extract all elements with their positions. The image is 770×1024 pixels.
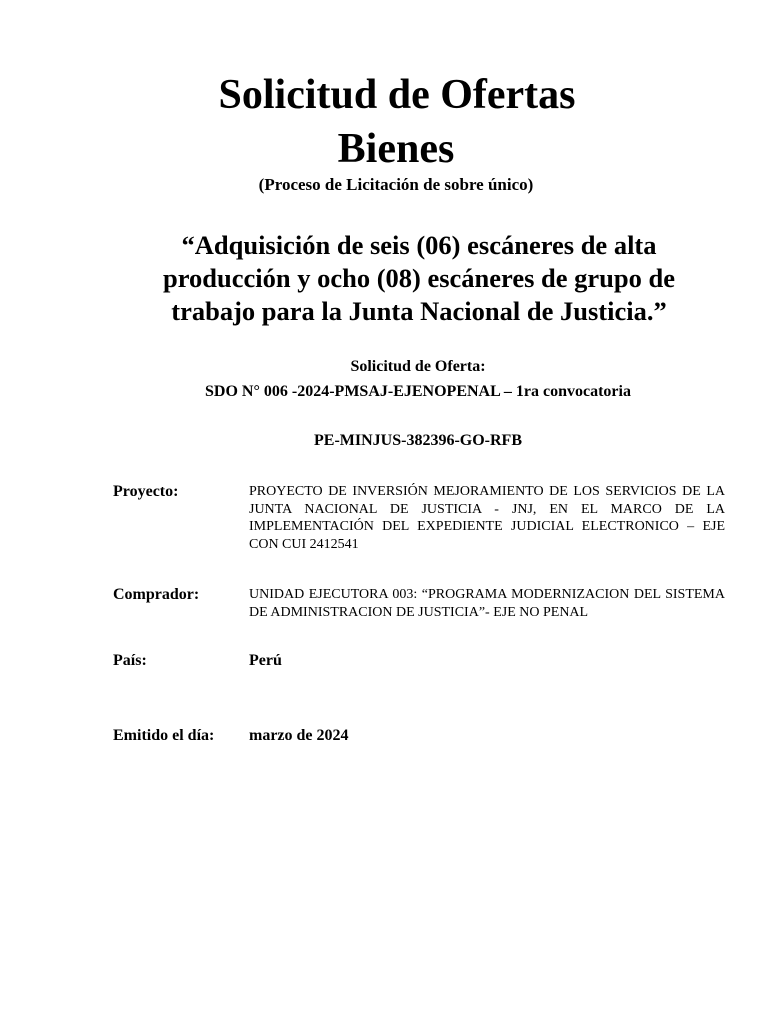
pais-value: Perú <box>249 652 282 669</box>
proyecto-label: Proyecto: <box>113 483 179 500</box>
emitido-value: marzo de 2024 <box>249 727 349 744</box>
emitido-label: Emitido el día: <box>113 727 215 744</box>
document-title: Solicitud de Ofertas <box>218 72 576 118</box>
procurement-object-title: “Adquisición de seis (06) escáneres de alta producción y ocho (08) escáneres de grupo de trabajo para la Junta Nacional de Justicia.” <box>162 230 676 326</box>
proyecto-value: PROYECTO DE INVERSIÓN MEJORAMIENTO DE LOS SERVICIOS DE LA JUNTA NACIONAL DE JUSTICIA - JNJ, EN EL MARCO DE LA IMPLEMENTACIÓN DEL EXPEDIENTE JUDICIAL ELECTRONICO – EJE CON CUI 2412541 <box>249 484 725 552</box>
sdo-label: Solicitud de Oferta: <box>350 358 486 375</box>
comprador-value: UNIDAD EJECUTORA 003: “PROGRAMA MODERNIZACION DEL SISTEMA DE ADMINISTRACION DE JUSTICIA”- EJE NO PENAL <box>249 587 725 620</box>
reference-code: PE-MINJUS-382396-GO-RFB <box>314 432 522 449</box>
pais-label: País: <box>113 652 147 669</box>
document-title-category: Bienes <box>337 126 455 172</box>
comprador-label: Comprador: <box>113 586 200 603</box>
sdo-number: SDO N° 006 -2024-PMSAJ-EJENOPENAL – 1ra convocatoria <box>205 383 631 400</box>
document-subtitle: (Proceso de Licitación de sobre único) <box>258 175 534 194</box>
